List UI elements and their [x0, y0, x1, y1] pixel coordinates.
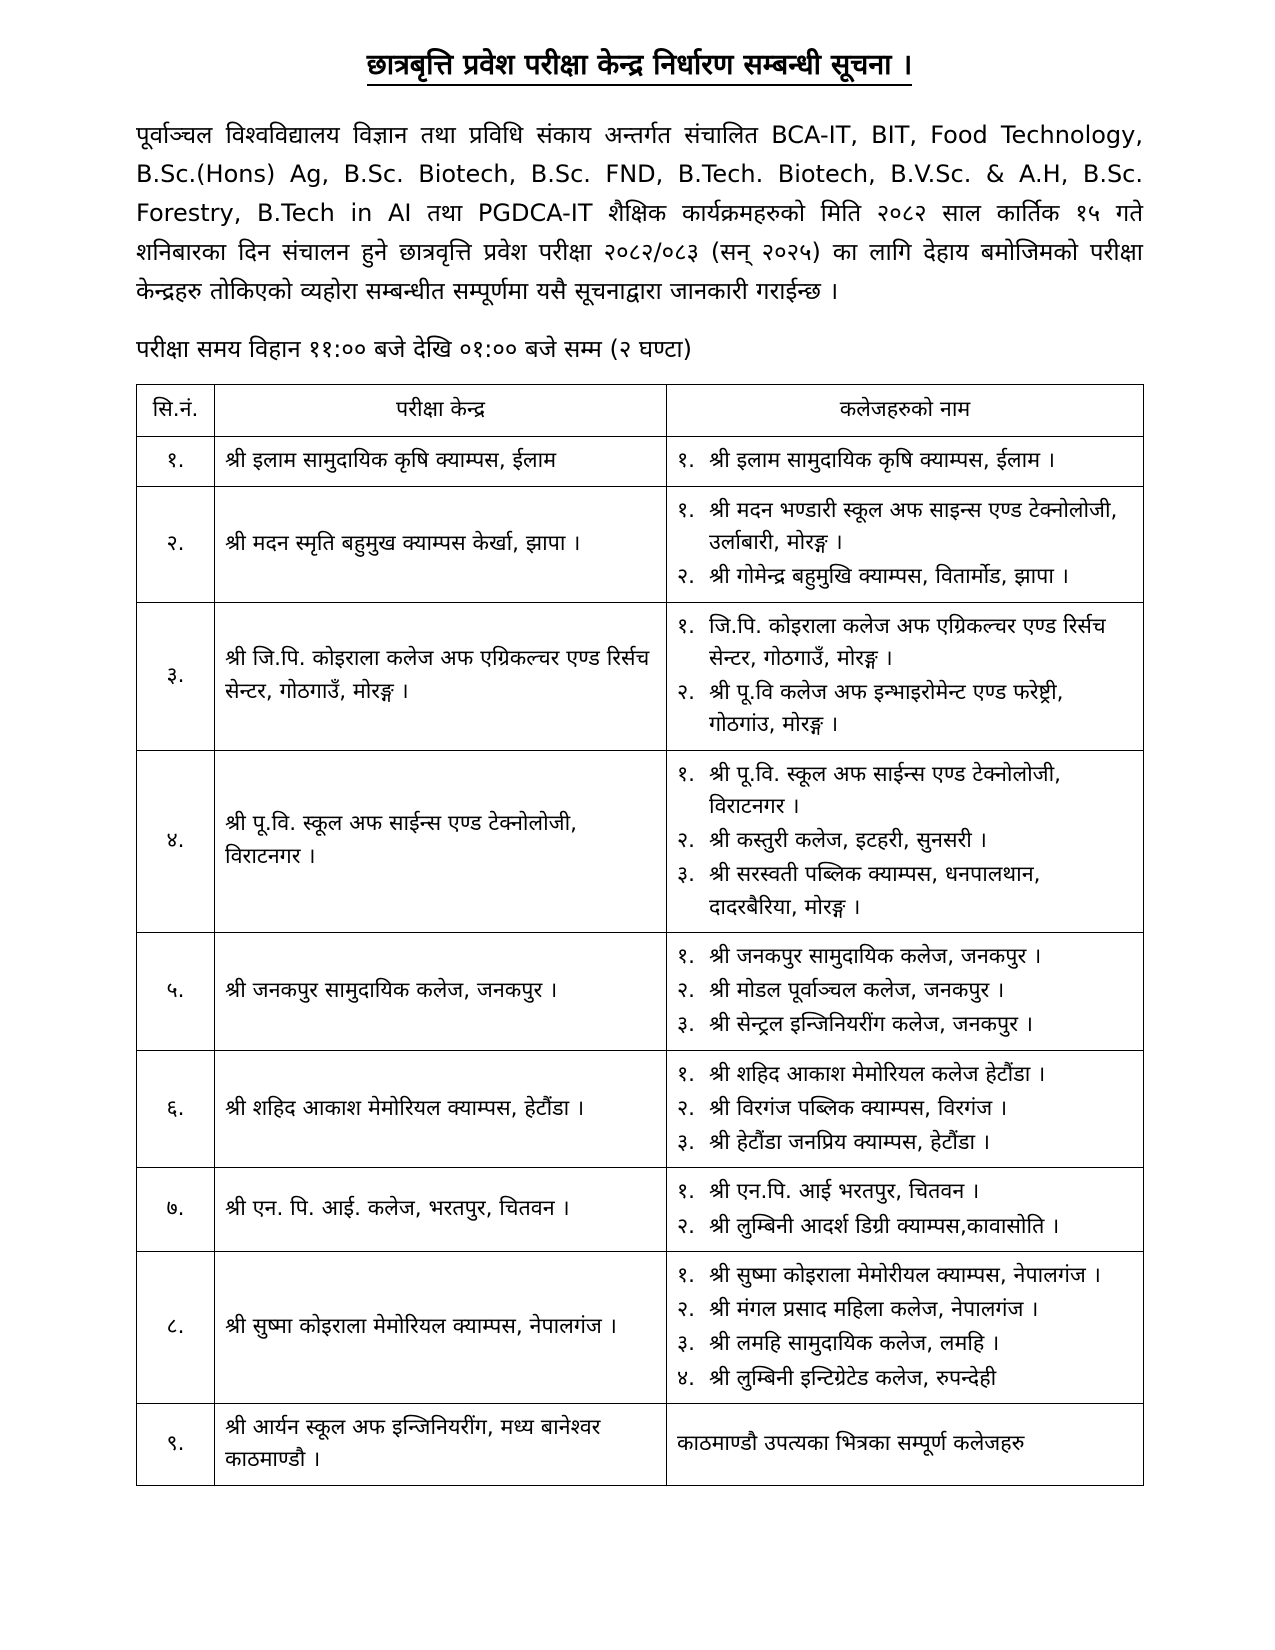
row-colleges: काठमाण्डौ उपत्यका भित्रका सम्पूर्ण कलेजहरु	[667, 1403, 1144, 1485]
college-item-number: २.	[677, 1213, 696, 1239]
college-item-number: १.	[677, 1061, 696, 1087]
college-item-number: २.	[677, 680, 696, 706]
college-item-text: श्री इलाम सामुदायिक कृषि क्याम्पस, ईलाम ।	[709, 448, 1056, 474]
table-row	[137, 486, 1144, 602]
college-list	[677, 1260, 1133, 1395]
table-row	[137, 932, 1144, 1050]
row-exam-center: श्री जनकपुर सामुदायिक कलेज, जनकपुर ।	[215, 932, 667, 1050]
list-item	[677, 677, 1133, 742]
college-item-text: श्री लमहि सामुदायिक कलेज, लमहि ।	[709, 1331, 1000, 1357]
college-item-number: २.	[677, 564, 696, 590]
college-item-number: १.	[677, 943, 696, 969]
row-exam-center: श्री मदन स्मृति बहुमुख क्याम्पस केर्खा, झापा ।	[215, 486, 667, 602]
college-item-number: ३.	[677, 1130, 696, 1156]
table-body	[137, 437, 1144, 1486]
column-header-center: परीक्षा केन्द्र	[215, 385, 667, 437]
college-item-text: श्री सरस्वती पब्लिक क्याम्पस, धनपालथान, दादरबैरिया, मोरङ्ग ।	[709, 862, 1041, 920]
college-item-text: जि.पि. कोइराला कलेज अफ एग्रिकल्चर एण्ड रिर्सच सेन्टर, गोठगाउँ, मोरङ्ग ।	[709, 613, 1106, 671]
row-colleges	[667, 750, 1144, 932]
row-colleges	[667, 437, 1144, 487]
list-item	[677, 1363, 1133, 1395]
college-item-text: श्री एन.पि. आई भरतपुर, चितवन ।	[709, 1179, 980, 1205]
list-item	[677, 859, 1133, 924]
row-exam-center: श्री पू.वि. स्कूल अफ साईन्स एण्ड टेक्नोलोजी, विराटनगर ।	[215, 750, 667, 932]
row-exam-center: श्री इलाम सामुदायिक कृषि क्याम्पस, ईलाम	[215, 437, 667, 487]
table-header-row	[137, 385, 1144, 437]
college-item-number: २.	[677, 978, 696, 1004]
list-item	[677, 1176, 1133, 1208]
college-item-number: ३.	[677, 862, 696, 888]
intro-paragraph: पूर्वाञ्चल विश्वविद्यालय विज्ञान तथा प्रविधि संकाय अन्तर्गत संचालित BCA-IT, BIT, Food Technology, B.Sc.(Hons) Ag, B.Sc. Biotech, B.Sc. FND, B.Tech. Biotech, B.V.Sc. & A.H, B.Sc. Forestry, B.Tech in AI तथा PGDCA-IT शैक्षिक कार्यक्रमहरुको मिति २०८२ साल कार्तिक १५ गते शनिबारका दिन संचालन हुने छात्रवृत्ति प्रवेश परीक्षा २०८२/०८३ (सन् २०२५) का लागि देहाय बमोजिमको परीक्षा केन्द्रहरु तोकिएको व्यहोरा सम्बन्धीत सम्पूर्णमा यसै सूचनाद्वारा जानकारी गराईन्छ ।	[136, 121, 1143, 305]
table-row	[137, 1050, 1144, 1168]
college-item-number: ३.	[677, 1012, 696, 1038]
exam-centers-table	[136, 384, 1144, 1486]
college-item-number: १.	[677, 1262, 696, 1288]
row-exam-center: श्री जि.पि. कोइराला कलेज अफ एग्रिकल्चर एण्ड रिर्सच सेन्टर, गोठगाउँ, मोरङ्ग ।	[215, 602, 667, 750]
college-item-number: १.	[677, 497, 696, 523]
college-list	[677, 941, 1133, 1042]
college-item-text: श्री विरगंज पब्लिक क्याम्पस, विरगंज ।	[709, 1095, 1008, 1121]
row-serial-number: ५.	[137, 932, 215, 1050]
college-item-text: श्री मदन भण्डारी स्कूल अफ साइन्स एण्ड टेक्नोलोजी, उर्लाबारी, मोरङ्ग ।	[709, 497, 1118, 556]
row-colleges	[667, 932, 1144, 1050]
column-header-colleges: कलेजहरुको नाम	[667, 385, 1144, 437]
list-item	[677, 1009, 1133, 1041]
row-colleges	[667, 486, 1144, 602]
row-serial-number: ६.	[137, 1050, 215, 1168]
list-item	[677, 1093, 1133, 1125]
row-exam-center: श्री एन. पि. आई. कलेज, भरतपुर, चितवन ।	[215, 1168, 667, 1252]
list-item	[677, 611, 1133, 676]
college-list	[677, 495, 1133, 594]
list-item	[677, 1059, 1133, 1091]
college-item-number: २.	[677, 828, 696, 854]
table-row	[137, 1168, 1144, 1252]
list-item	[677, 941, 1133, 973]
row-exam-center: श्री आर्यन स्कूल अफ इन्जिनियरींग, मध्य बानेश्वर काठमाण्डौ ।	[215, 1403, 667, 1485]
row-exam-center: श्री सुष्मा कोइराला मेमोरियल क्याम्पस, नेपालगंज ।	[215, 1251, 667, 1403]
college-list	[677, 1176, 1133, 1243]
list-item	[677, 975, 1133, 1007]
list-item	[677, 825, 1133, 857]
list-item	[677, 1127, 1133, 1159]
row-colleges	[667, 1251, 1144, 1403]
list-item	[677, 1211, 1133, 1243]
page-title	[136, 46, 1143, 86]
college-item-number: ४.	[677, 1365, 696, 1391]
list-item	[677, 445, 1133, 477]
college-item-text: श्री मोडल पूर्वाञ्चल कलेज, जनकपुर ।	[709, 978, 1005, 1004]
row-colleges	[667, 1168, 1144, 1252]
column-header-serial: सि.नं.	[137, 385, 215, 437]
exam-time-line: परीक्षा समय विहान ११:०० बजे देखि ०१:०० बजे सम्म (२ घण्टा)	[136, 334, 692, 363]
page-title-text: छात्रबृत्ति प्रवेश परीक्षा केन्द्र निर्धारण सम्बन्धी सूचना ।	[367, 48, 913, 86]
row-serial-number: ९.	[137, 1403, 215, 1485]
table-row	[137, 1403, 1144, 1485]
college-item-text: श्री मंगल प्रसाद महिला कलेज, नेपालगंज ।	[709, 1297, 1039, 1323]
college-list	[677, 445, 1133, 477]
college-item-number: १.	[677, 613, 696, 639]
college-item-text: श्री लुम्बिनी आदर्श डिग्री क्याम्पस,कावासोति ।	[709, 1213, 1060, 1239]
list-item	[677, 1328, 1133, 1360]
college-item-number: ३.	[677, 1331, 696, 1357]
college-item-number: १.	[677, 448, 696, 474]
list-item	[677, 495, 1133, 560]
list-item	[677, 561, 1133, 593]
row-serial-number: १.	[137, 437, 215, 487]
college-list	[677, 1059, 1133, 1160]
list-item	[677, 1294, 1133, 1326]
college-item-number: २.	[677, 1095, 696, 1121]
list-item	[677, 1260, 1133, 1292]
row-colleges	[667, 1050, 1144, 1168]
row-serial-number: २.	[137, 486, 215, 602]
college-item-text: श्री कस्तुरी कलेज, इटहरी, सुनसरी ।	[709, 828, 987, 854]
college-list	[677, 611, 1133, 742]
row-serial-number: ४.	[137, 750, 215, 932]
college-item-text: श्री शहिद आकाश मेमोरियल कलेज हेटौंडा ।	[709, 1061, 1046, 1087]
table-row	[137, 750, 1144, 932]
college-item-text: श्री पू.वि. स्कूल अफ साईन्स एण्ड टेक्नोलोजी, विराटनगर ।	[709, 761, 1061, 819]
college-item-number: १.	[677, 1179, 696, 1205]
table-row	[137, 602, 1144, 750]
college-item-text: श्री पू.वि कलेज अफ इन्भाइरोमेन्ट एण्ड फरेष्ट्री, गोठगांउ, मोरङ्ग ।	[709, 680, 1064, 738]
college-item-text: श्री गोमेन्द्र बहुमुखि क्याम्पस, वितार्मोड, झापा ।	[709, 564, 1069, 590]
row-exam-center: श्री शहिद आकाश मेमोरियल क्याम्पस, हेटौंडा ।	[215, 1050, 667, 1168]
college-item-text: श्री जनकपुर सामुदायिक कलेज, जनकपुर ।	[709, 943, 1042, 969]
college-item-text: श्री हेटौंडा जनप्रिय क्याम्पस, हेटौंडा ।	[709, 1130, 991, 1156]
row-serial-number: ७.	[137, 1168, 215, 1252]
row-serial-number: ८.	[137, 1251, 215, 1403]
college-item-number: २.	[677, 1297, 696, 1323]
college-list	[677, 759, 1133, 924]
college-item-text: श्री सेन्ट्रल इन्जिनियरींग कलेज, जनकपुर ।	[709, 1012, 1034, 1038]
table-row	[137, 1251, 1144, 1403]
college-item-number: १.	[677, 761, 696, 787]
list-item	[677, 759, 1133, 824]
table-row	[137, 437, 1144, 487]
row-colleges	[667, 602, 1144, 750]
college-item-text: श्री लुम्बिनी इन्टिग्रेटेड कलेज, रुपन्देही	[709, 1365, 997, 1391]
college-item-text: श्री सुष्मा कोइराला मेमोरीयल क्याम्पस, नेपालगंज ।	[709, 1262, 1101, 1288]
row-serial-number: ३.	[137, 602, 215, 750]
